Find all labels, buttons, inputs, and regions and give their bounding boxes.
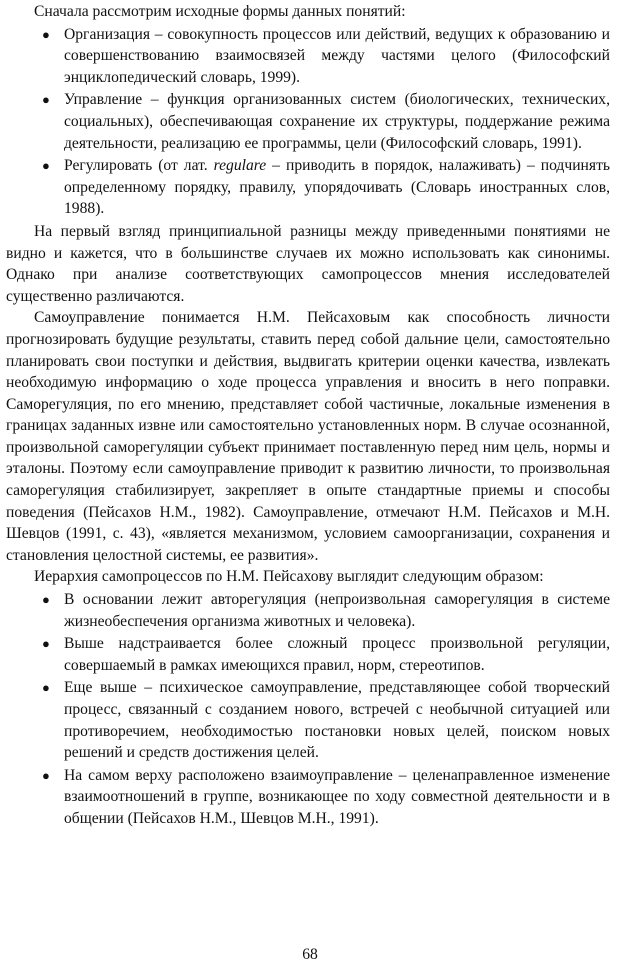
page-number: 68 (302, 946, 318, 963)
hierarchy-list (6, 589, 610, 830)
hierarchy-level-mutual-management: На самом верху расположено взаимоуправление – целенаправленное изменение взаимоотношений в группе, возникающее по ходу совместной деятельности и в общении (Пейсахов Н.М., Шевцов М.Н., 1991). (64, 766, 610, 827)
list-item (6, 24, 610, 89)
definition-regulate-term: regulare (213, 157, 267, 175)
bullet-icon: ● (42, 92, 50, 108)
bullet-icon: ● (42, 158, 50, 174)
list-item (6, 633, 610, 676)
hierarchy-level-self-management: Еще выше – психическое самоуправление, представляющее собой творческий процесс, связанный с созданием нового, встречей с необычной ситуацией или противоречием, необходимостью постановки новых целей, поиском новых решений и средств достижения целей. (64, 679, 610, 762)
definition-regulate-before: Регулировать (от лат. (64, 157, 214, 175)
bullet-icon: ● (42, 26, 50, 42)
paragraph-synonyms: На первый взгляд принципиальной разницы между приведенными понятиями не видно и кажется, что в большинстве случаев их можно использовать как синонимы. Однако при анализе соответствующих самопроцессов мнения исследователей существенно различаются. (6, 222, 610, 305)
list-item (6, 589, 610, 632)
bullet-icon: ● (42, 680, 50, 696)
definition-organization: Организация – совокупность процессов или действий, ведущих к образованию и совершенствованию взаимосвязей между частями целого (Философский энциклопедический словарь, 1999). (64, 25, 610, 86)
definition-management: Управление – функция организованных систем (биологических, технических, социальных), обеспечивающая сохранение их структуры, поддержание режима деятельности, реализацию ее программы, цели (Философский словарь, 1991). (64, 91, 610, 152)
list-item (6, 765, 610, 830)
bullet-icon: ● (42, 592, 50, 608)
list-item (6, 89, 610, 154)
definition-regulate-after: – приводить в порядок, налаживать) – подчинять определенному порядку, правилу, упорядочивать (Словарь иностранных слов, 1988). (64, 157, 610, 218)
hierarchy-level-voluntary-regulation: Выше надстраивается более сложный процесс произвольной регуляции, совершаемый в рамках имеющихся правил, норм, стереотипов. (64, 635, 610, 674)
hierarchy-level-autoregulation: В основании лежит авторегуляция (непроизвольная саморегуляция в системе жизнеобеспечения организма животных и человека). (64, 591, 610, 630)
list-item (6, 155, 610, 220)
list-item (6, 677, 610, 763)
paragraph-hierarchy-intro: Иерархия самопроцессов по Н.М. Пейсахову выглядит следующим образом: (34, 568, 544, 586)
paragraph-self-management: Самоуправление понимается Н.М. Пейсаховым как способность личности прогнозировать будущие результаты, ставить перед собой дальние цели, самостоятельно планировать свои поступки и действия, выдвигать критерии оценки качества, извлекать необходимую информацию о ходе процесса управления и вносить в него поправки. Саморегуляция, по его мнению, представляет собой частичные, локальные изменения в границах заданных извне или самостоятельно установленных норм. В случае осознанной, произвольной саморегуляции субъект принимает поставленную перед ним цель, нормы и эталоны. Поэтому если самоуправление приводит к развитию личности, то произвольная саморегуляция стабилизирует, закрепляет в опыте стандартные приемы и способы поведения (Пейсахов Н.М., 1982). Самоуправление, отмечают Н.М. Пейсахов и М.Н. Шевцов (1991, с. 43), «является механизмом, условием самоорганизации, сохранения и становления целостной системы, ее развития». (6, 309, 610, 564)
bullet-icon: ● (42, 636, 50, 652)
definitions-list (6, 24, 610, 220)
bullet-icon: ● (42, 767, 50, 783)
intro-paragraph: Сначала рассмотрим исходные формы данных понятий: (34, 3, 406, 20)
